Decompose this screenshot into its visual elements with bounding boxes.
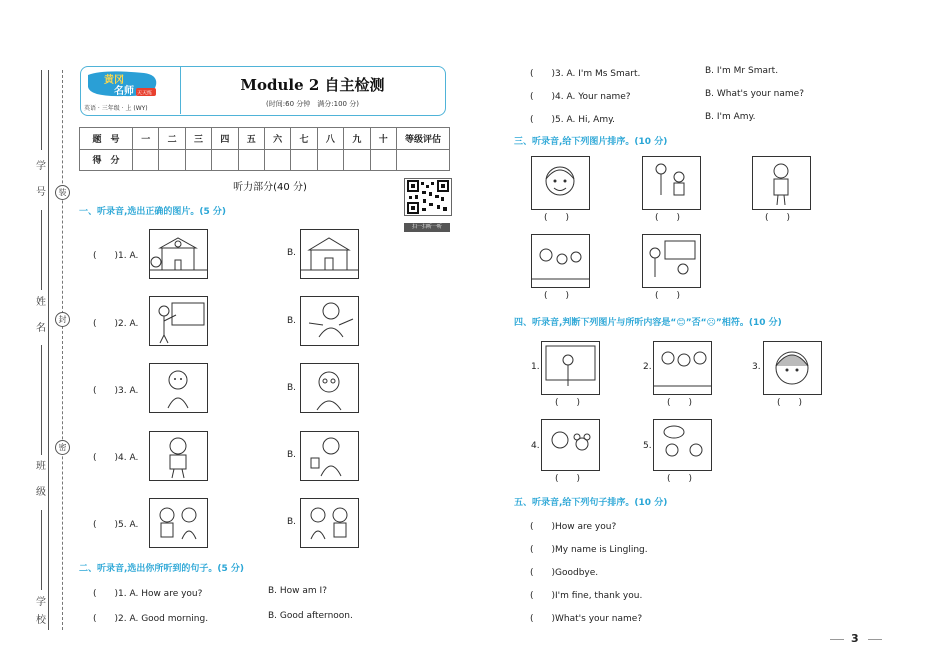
question-4-label: ( )4. A. bbox=[93, 453, 139, 463]
sentence-item: ( )My name is Lingling. bbox=[530, 545, 648, 555]
binding-label: 姓 bbox=[36, 297, 46, 308]
option-b-label: B. bbox=[287, 383, 297, 393]
answer-blank[interactable]: ( ) bbox=[777, 398, 803, 408]
sentence-item: ( )How are you? bbox=[530, 522, 617, 532]
old-woman-image[interactable] bbox=[300, 363, 359, 413]
student-id-line bbox=[41, 70, 42, 150]
girl-waving-image[interactable] bbox=[300, 296, 359, 346]
option-b-label: B. bbox=[287, 517, 297, 527]
binding-label: 班 bbox=[36, 461, 46, 472]
table-cell: 五 bbox=[238, 128, 264, 150]
qr-code-icon[interactable] bbox=[404, 178, 452, 216]
grade-label: 英语 · 三年级 · 上 (WY) bbox=[84, 105, 148, 112]
seal-mark: 装 bbox=[55, 185, 70, 200]
score-cell[interactable] bbox=[159, 149, 185, 171]
score-cell[interactable] bbox=[397, 149, 450, 171]
page-title: Module 2 自主检测 bbox=[240, 76, 385, 94]
teacher-blackboard-image[interactable] bbox=[149, 296, 208, 346]
table-cell: 题 号 bbox=[80, 128, 133, 150]
score-cell[interactable] bbox=[133, 149, 159, 171]
sentence-option-a: ( )3. A. I'm Ms Smart. bbox=[530, 69, 641, 79]
teacher-board-image[interactable] bbox=[541, 341, 600, 395]
answer-blank[interactable]: ( ) bbox=[667, 398, 693, 408]
binding-label: 名 bbox=[36, 323, 46, 334]
table-cell: 二 bbox=[159, 128, 185, 150]
answer-blank[interactable]: ( ) bbox=[667, 474, 693, 484]
table-cell: 八 bbox=[317, 128, 343, 150]
sentence-option-a: ( )1. A. How are you? bbox=[93, 589, 203, 599]
section-1-title: 一、听录音,选出正确的图片。(5 分) bbox=[79, 207, 227, 217]
question-5-label: ( )5. A. bbox=[93, 520, 139, 530]
name-line bbox=[41, 210, 42, 290]
page-number-rule bbox=[868, 639, 882, 640]
score-value-row bbox=[80, 149, 450, 171]
sentence-option-b: B. I'm Mr Smart. bbox=[705, 66, 779, 76]
two-kids-image[interactable] bbox=[300, 498, 359, 548]
brand-logo bbox=[84, 69, 162, 99]
page-number-rule bbox=[830, 639, 844, 640]
school-gate-image[interactable] bbox=[300, 229, 359, 279]
answer-blank[interactable]: ( ) bbox=[655, 213, 681, 223]
girl-image[interactable] bbox=[149, 363, 208, 413]
sentence-item: ( )I'm fine, thank you. bbox=[530, 591, 643, 601]
answer-blank[interactable]: ( ) bbox=[555, 398, 581, 408]
class-line bbox=[41, 345, 42, 455]
sentence-option-b: B. I'm Amy. bbox=[705, 112, 756, 122]
question-2-label: ( )2. A. bbox=[93, 319, 139, 329]
sentence-option-a: ( )5. A. Hi, Amy. bbox=[530, 115, 616, 125]
seal-mark: 密 bbox=[55, 440, 70, 455]
binding-line bbox=[48, 70, 49, 630]
section-2-title: 二、听录音,选出你所听到的句子。(5 分) bbox=[79, 564, 245, 574]
boy-image[interactable] bbox=[149, 431, 208, 481]
page-number: 3 bbox=[851, 632, 859, 645]
sentence-option-a: ( )2. A. Good morning. bbox=[93, 614, 209, 624]
sentence-option-a: ( )4. A. Your name? bbox=[530, 92, 631, 102]
school-building-image[interactable] bbox=[149, 229, 208, 279]
classroom-image[interactable] bbox=[642, 234, 701, 288]
option-b-label: B. bbox=[287, 450, 297, 460]
two-people-image[interactable] bbox=[642, 156, 701, 210]
table-cell: 十 bbox=[370, 128, 396, 150]
table-cell: 四 bbox=[212, 128, 238, 150]
svg-text:黄冈: 黄冈 bbox=[104, 75, 124, 86]
answer-blank[interactable]: ( ) bbox=[544, 291, 570, 301]
item-number: 4. bbox=[531, 441, 540, 451]
section-4-title: 四、听录音,判断下列图片与所听内容是“😊”否“☹”相符。(10 分) bbox=[514, 318, 782, 328]
answer-blank[interactable]: ( ) bbox=[765, 213, 791, 223]
part-title: 听力部分(40 分) bbox=[233, 182, 307, 193]
qr-caption: 扫一扫听一听 bbox=[404, 223, 450, 232]
binding-label: 学 bbox=[36, 597, 46, 608]
score-header-row bbox=[80, 128, 450, 150]
girl-face-image[interactable] bbox=[531, 156, 590, 210]
binding-label: 号 bbox=[36, 187, 46, 198]
table-cell: 一 bbox=[133, 128, 159, 150]
score-cell[interactable] bbox=[370, 149, 396, 171]
binding-label: 级 bbox=[36, 487, 46, 498]
table-cell: 三 bbox=[185, 128, 211, 150]
item-number: 3. bbox=[752, 362, 761, 372]
sentence-option-b: B. What's your name? bbox=[705, 89, 804, 99]
item-number: 2. bbox=[643, 362, 652, 372]
table-cell: 得 分 bbox=[80, 149, 133, 171]
girl-with-bag-image[interactable] bbox=[300, 431, 359, 481]
option-b-label: B. bbox=[287, 316, 297, 326]
boy-and-mouse-image[interactable] bbox=[541, 419, 600, 471]
table-cell: 七 bbox=[291, 128, 317, 150]
kids-greeting-image[interactable] bbox=[653, 341, 712, 395]
sentence-item: ( )Goodbye. bbox=[530, 568, 599, 578]
two-kids-image[interactable] bbox=[149, 498, 208, 548]
header-divider bbox=[180, 67, 181, 114]
page-subtitle: (时间:60 分钟 满分:100 分) bbox=[266, 100, 359, 108]
score-table bbox=[79, 127, 450, 171]
answer-blank[interactable]: ( ) bbox=[555, 474, 581, 484]
score-cell[interactable] bbox=[344, 149, 370, 171]
score-cell[interactable] bbox=[185, 149, 211, 171]
table-cell: 九 bbox=[344, 128, 370, 150]
svg-text:天天练: 天天练 bbox=[137, 90, 153, 97]
score-cell[interactable] bbox=[291, 149, 317, 171]
score-cell[interactable] bbox=[264, 149, 290, 171]
svg-text:名师: 名师 bbox=[114, 86, 134, 97]
item-number: 1. bbox=[531, 362, 540, 372]
cut-line bbox=[62, 70, 63, 630]
answer-blank[interactable]: ( ) bbox=[655, 291, 681, 301]
score-cell[interactable] bbox=[238, 149, 264, 171]
boy-standing-image[interactable] bbox=[752, 156, 811, 210]
option-b-label: B. bbox=[287, 248, 297, 258]
school-line bbox=[41, 510, 42, 590]
score-cell[interactable] bbox=[317, 149, 343, 171]
sentence-item: ( )What's your name? bbox=[530, 614, 643, 624]
sentence-option-b: B. How am I? bbox=[268, 586, 327, 596]
table-cell: 等级评估 bbox=[397, 128, 450, 150]
item-number: 5. bbox=[643, 441, 652, 451]
question-1-label: ( )1. A. bbox=[93, 251, 139, 261]
kids-group-image[interactable] bbox=[531, 234, 590, 288]
girl-face-image[interactable] bbox=[763, 341, 822, 395]
binding-label: 校 bbox=[36, 615, 46, 626]
score-cell[interactable] bbox=[212, 149, 238, 171]
section-3-title: 三、听录音,给下列图片排序。(10 分) bbox=[514, 137, 668, 147]
sentence-option-b: B. Good afternoon. bbox=[268, 611, 353, 621]
table-cell: 六 bbox=[264, 128, 290, 150]
answer-blank[interactable]: ( ) bbox=[544, 213, 570, 223]
question-3-label: ( )3. A. bbox=[93, 386, 139, 396]
section-5-title: 五、听录音,给下列句子排序。(10 分) bbox=[514, 498, 668, 508]
seal-mark: 封 bbox=[55, 312, 70, 327]
binding-label: 学 bbox=[36, 161, 46, 172]
kids-talking-image[interactable] bbox=[653, 419, 712, 471]
